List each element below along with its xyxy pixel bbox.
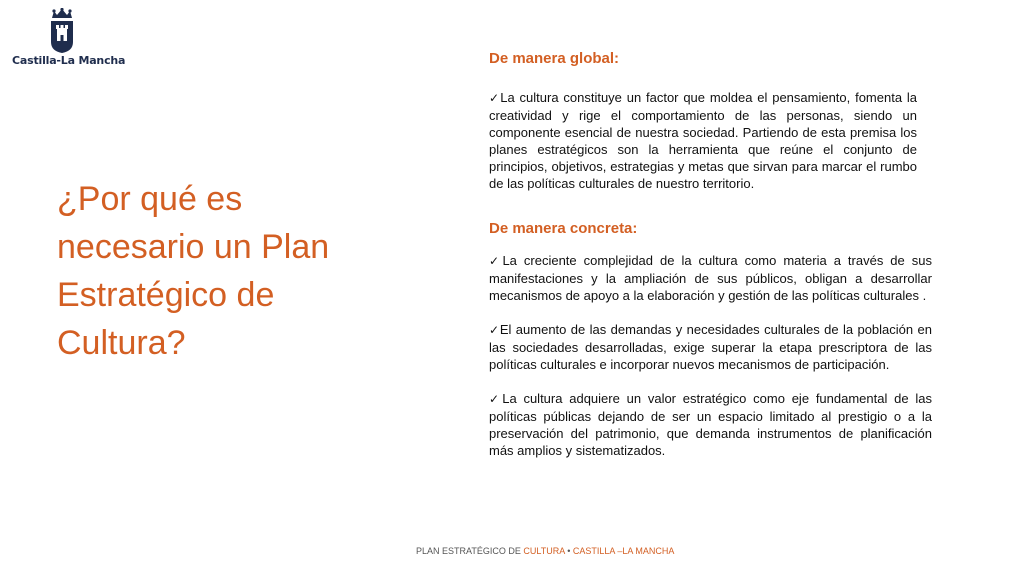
footer	[416, 545, 676, 557]
list-item-text: La cultura adquiere un valor estratégico como eje fundamental de las políticas públicas dejando de ser un espacio limitado al prestigio o a la preservación del patrimonio, que demanda instrumentos de planificación más amplios y sistematizados.	[489, 391, 932, 458]
paragraph-global	[489, 89, 917, 192]
castilla-la-mancha-logo	[12, 8, 126, 72]
list-item	[489, 390, 932, 459]
footer-accent-region: CASTILLA –LA MANCHA	[572, 546, 675, 556]
page-title: ¿Por qué es necesario un Plan Estratégico de Cultura?	[57, 180, 330, 362]
list-item-text: La creciente complejidad de la cultura como materia a través de sus manifestaciones y la ampliación de sus públicos, obligan a desarrollar mecanismos de apoyo a la elaboración y gestión de las políticas culturales .	[489, 253, 932, 303]
footer-accent-cultura: CULTURA	[523, 546, 565, 556]
footer-separator: •	[564, 546, 573, 556]
checkmark-icon: ✓	[489, 392, 503, 406]
list-item-text: El aumento de las demandas y necesidades culturales de la población en las sociedades desarrolladas, exige superar la etapa prescriptora de las políticas culturales e incorporar nuevos mecanismos de participación.	[489, 322, 932, 372]
content-column	[489, 50, 932, 459]
section-heading-concreta: De manera concreta:	[489, 220, 638, 237]
checkmark-icon: ✓	[489, 91, 501, 105]
section-heading-global: De manera global:	[489, 50, 620, 67]
checkmark-icon: ✓	[489, 254, 503, 268]
coat-of-arms-icon	[48, 8, 76, 54]
logo-text: Castilla-La Mancha	[12, 54, 126, 67]
checkmark-icon: ✓	[489, 323, 500, 337]
list-item	[489, 321, 932, 373]
paragraph-global-text: La cultura constituye un factor que moldea el pensamiento, fomenta la creatividad y rige el comportamiento de las personas, siendo un componente esencial de nuestra sociedad. Partiendo de esta premisa los planes estratégicos son la herramienta que reúne el conjunto de principios, objetivos, estrategias y metas que sirvan para marcar el rumbo de las políticas culturales de nuestro territorio.	[489, 90, 917, 191]
footer-text: PLAN ESTRATÉGICO DE	[416, 546, 524, 556]
list-item	[489, 252, 932, 304]
